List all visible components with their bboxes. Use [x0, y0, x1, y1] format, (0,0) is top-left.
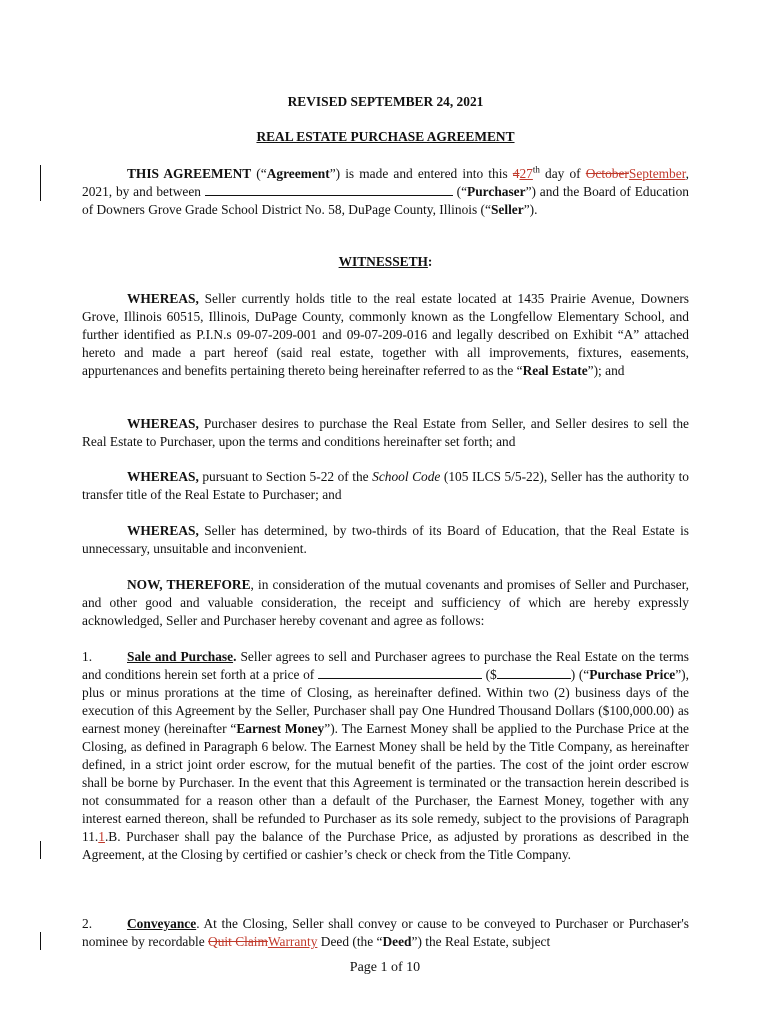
text: ”). [523, 202, 538, 217]
witnesseth-text: WITNESSETH [338, 254, 428, 269]
now-therefore-label: NOW, THEREFORE [127, 577, 251, 592]
section-heading: Sale and Purchase [127, 649, 234, 664]
now-therefore-paragraph [82, 576, 689, 630]
text: (“ [452, 184, 468, 199]
inserted-day: 27 [519, 166, 533, 181]
text: : [427, 254, 433, 269]
earnest-money-term: Earnest Money [236, 721, 325, 736]
section-number: 2. [82, 916, 93, 931]
section-1-sale-and-purchase [82, 648, 689, 864]
text: ”), plus or minus prorations at the time of Closing, as hereinafter defined. Within two (2) business days of the execution of this Agreement by the Seller, Purchaser shall pay One Hundred Thousand Dollars ($100,000.00) as earnest money (hereinafter “ [82, 667, 689, 736]
text: Purchaser desires to purchase the Real Estate from Seller, and Seller desires to sell the Real Estate to Purchaser, upon the terms and conditions hereinafter set forth; and [82, 416, 689, 449]
text: Seller has determined, by two-thirds of its Board of Education, that the Real Estate is unnecessary, unsuitable and inconvenient. [82, 523, 689, 556]
deleted-day: 4 [512, 166, 520, 181]
whereas-label: WHEREAS, [127, 469, 199, 484]
text: Seller agrees to sell and Purchaser agrees to purchase the Real Estate on the terms and conditions herein set forth at a price of [82, 649, 689, 682]
text: ”) the Real Estate, subject [411, 934, 551, 949]
purchase-price-amount-blank [497, 666, 571, 679]
text: (“ [251, 166, 267, 181]
school-code-title: School Code [372, 469, 441, 484]
inserted-month: September [628, 166, 686, 181]
text: , 2021, by and between [82, 166, 689, 199]
seller-term: Seller [490, 202, 524, 217]
revised-date-heading: REVISED SEPTEMBER 24, 2021 [287, 94, 484, 109]
page-number: Page 1 of 10 [349, 960, 421, 975]
whereas-paragraph-4 [82, 522, 689, 558]
text: . At the Closing, Seller shall convey or cause to be conveyed to Purchaser or Purchaser's nominee by recordable [82, 916, 689, 949]
document-title: REAL ESTATE PURCHASE AGREEMENT [256, 129, 515, 144]
day-suffix: th [532, 164, 540, 175]
text: (105 ILCS 5/5-22), Seller has the authority to transfer title of the Real Estate to Purchaser; and [82, 469, 689, 502]
text: , in consideration of the mutual covenants and promises of Seller and Purchaser, and other good and valuable consideration, the receipt and sufficiency of which are hereby expressly acknowledged, Seller and Purchaser hereby covenant and agree as follows: [82, 577, 689, 628]
text: Deed (the “ [317, 934, 383, 949]
section-number: 1. [82, 649, 93, 664]
whereas-label: WHEREAS, [127, 523, 199, 538]
deleted-deed-type: Quit Claim [208, 934, 268, 949]
purchaser-term: Purchaser [467, 184, 526, 199]
deed-term: Deed [382, 934, 412, 949]
real-estate-term: Real Estate [522, 363, 588, 378]
text: . [233, 649, 237, 664]
text: Seller currently holds title to the real estate located at 1435 Prairie Avenue, Downers Grove, Illinois 60515, Illinois, DuPage County, commonly known as the Longfellow Elementary School, and further identified as P.I.N.s 09-07-209-001 and 09-07-209-016 and legally described on Exhibit “A” attached hereto and made a part hereof (said real estate, together with all improvements, fixtures, easements, appurtenances and benefits pertaining thereto being hereinafter referred to as the “ [82, 291, 689, 378]
text: ) (“ [570, 667, 590, 682]
purchase-price-term: Purchase Price [589, 667, 676, 682]
inserted-deed-type: Warranty [267, 934, 318, 949]
text: ”) and the Board of Education of Downers Grove Grade School District No. 58, DuPage County, Illinois (“ [82, 184, 689, 217]
deleted-month: October [585, 166, 629, 181]
text: ”); and [587, 363, 625, 378]
whereas-label: WHEREAS, [127, 291, 199, 306]
purchase-price-words-blank [318, 666, 482, 679]
change-bar [40, 841, 41, 859]
whereas-label: WHEREAS, [127, 416, 199, 431]
witnesseth-heading [82, 254, 689, 270]
inserted-paragraph-ref: 1 [98, 829, 105, 844]
section-heading: Conveyance [127, 916, 197, 931]
text: day of [539, 166, 586, 181]
whereas-paragraph-1 [82, 290, 689, 380]
text: ($ [481, 667, 497, 682]
change-bar [40, 932, 41, 950]
purchaser-name-blank [205, 183, 453, 196]
whereas-paragraph-2 [82, 415, 689, 451]
change-bar [40, 165, 41, 201]
whereas-paragraph-3 [82, 468, 689, 504]
text: ”) is made and entered into this [329, 166, 513, 181]
intro-lead: THIS AGREEMENT [127, 166, 252, 181]
text: .B. Purchaser shall pay the balance of the Purchase Price, as adjusted by prorations as described in the Agreement, at the Closing by certified or cashier’s check or check from the Title Company. [82, 829, 689, 862]
agreement-term: Agreement [266, 166, 330, 181]
intro-paragraph [82, 165, 689, 219]
text: pursuant to Section 5-22 of the [198, 469, 373, 484]
text: ”). The Earnest Money shall be applied to the Purchase Price at the Closing, as defined in Paragraph 6 below. The Earnest Money shall be held by the Title Company, as hereinafter defined, in a strict joint order escrow, for the mutual benefit of the parties. The cost of the joint order escrow shall be borne by Purchaser. In the event that this Agreement is terminated or the transaction herein described is not consummated for a reason other than a default of the Purchaser, the Earnest Money, together with any interest earned thereon, shall be refunded to Purchaser as its sole remedy, subject to the provisions of Paragraph 11. [82, 721, 689, 844]
section-2-conveyance [82, 915, 689, 951]
